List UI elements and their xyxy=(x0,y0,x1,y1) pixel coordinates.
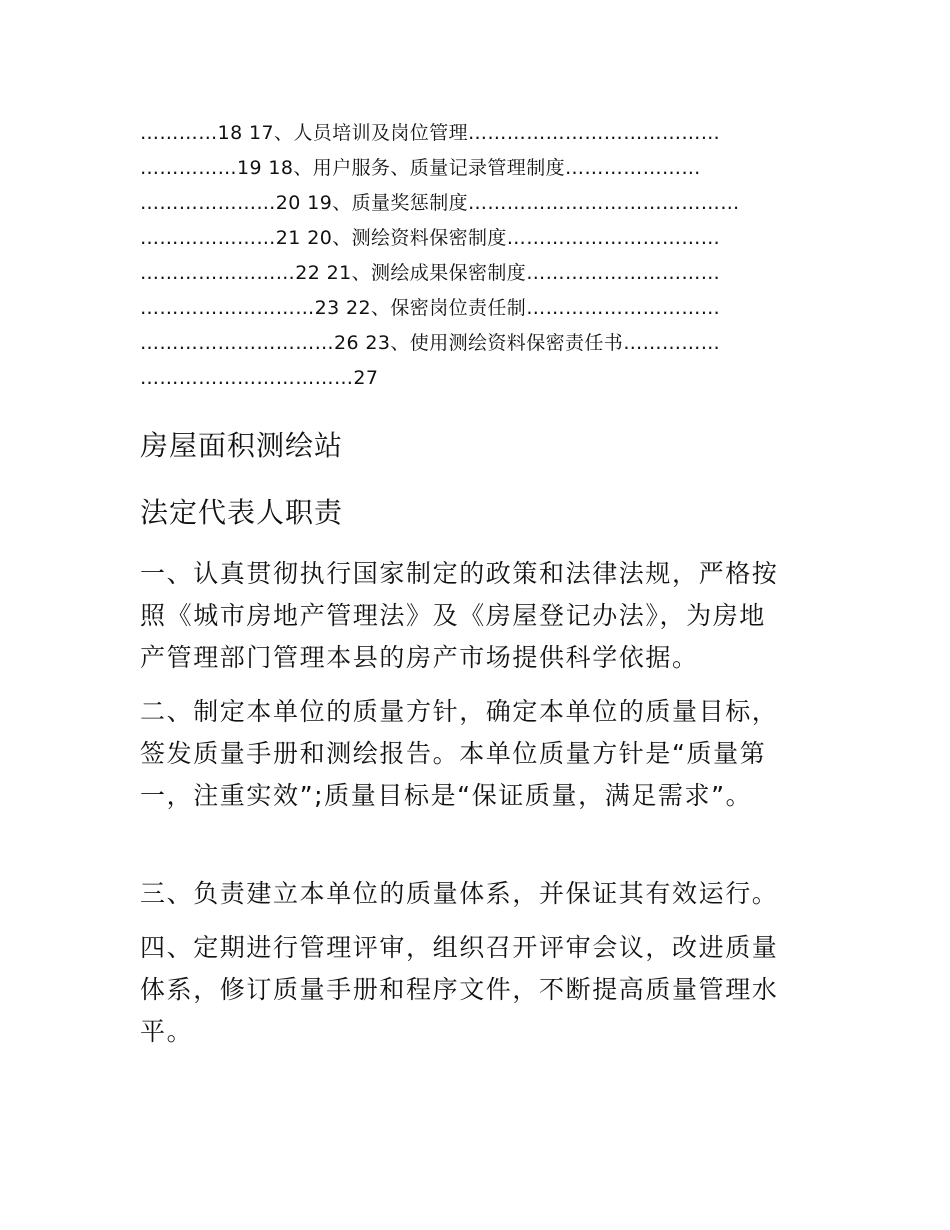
toc-line: …………………20 19、质量奖惩制度…………………………………… xyxy=(140,192,740,214)
paragraph-line: 照《城市房地产管理法》及《房屋登记办法》，为房地 xyxy=(140,601,766,630)
duty-paragraph-4 xyxy=(140,927,812,1053)
toc-line: …………………21 20、测绘资料保密制度…………………………… xyxy=(140,227,721,249)
paragraph-line: 四、定期进行管理评审，组织召开评审会议，改进质量 xyxy=(140,933,779,962)
paragraph-line: 平。 xyxy=(140,1017,194,1046)
toc-line: ……………………22 21、测绘成果保密制度………………………… xyxy=(140,262,721,284)
duty-paragraph-2 xyxy=(140,691,812,817)
toc-line: …………18 17、人员培训及岗位管理………………………………… xyxy=(140,122,721,144)
organization-heading: 房屋面积测绘站 xyxy=(140,429,344,462)
toc-line: ……………19 18、用户服务、质量记录管理制度………………… xyxy=(140,157,701,179)
toc-line: …………………………26 23、使用测绘资料保密责任书…………… xyxy=(140,332,721,354)
paragraph-line: 产管理部门管理本县的房产市场提供科学依据。 xyxy=(140,643,699,672)
paragraph-line: 一，注重实效”;质量目标是“保证质量，满足需求”。 xyxy=(140,781,753,810)
duty-paragraph-1 xyxy=(140,553,812,679)
paragraph-line: 一、认真贯彻执行国家制定的政策和法律法规，严格按 xyxy=(140,559,779,588)
toc-line: ………………………23 22、保密岗位责任制………………………… xyxy=(140,297,721,319)
paragraph-line: 三、负责建立本单位的质量体系，并保证其有效运行。 xyxy=(140,879,779,908)
paragraph-line: 体系，修订质量手册和程序文件，不断提高质量管理水 xyxy=(140,975,779,1004)
paragraph-line: 二、制定本单位的质量方针，确定本单位的质量目标， xyxy=(140,697,779,726)
table-of-contents xyxy=(140,116,812,396)
section-heading: 法定代表人职责 xyxy=(140,496,344,529)
duty-paragraph-3 xyxy=(140,873,812,915)
toc-line: ……………………………27 xyxy=(140,367,379,389)
paragraph-line: 签发质量手册和测绘报告。本单位质量方针是“质量第 xyxy=(140,739,767,768)
document-page xyxy=(140,116,812,1053)
